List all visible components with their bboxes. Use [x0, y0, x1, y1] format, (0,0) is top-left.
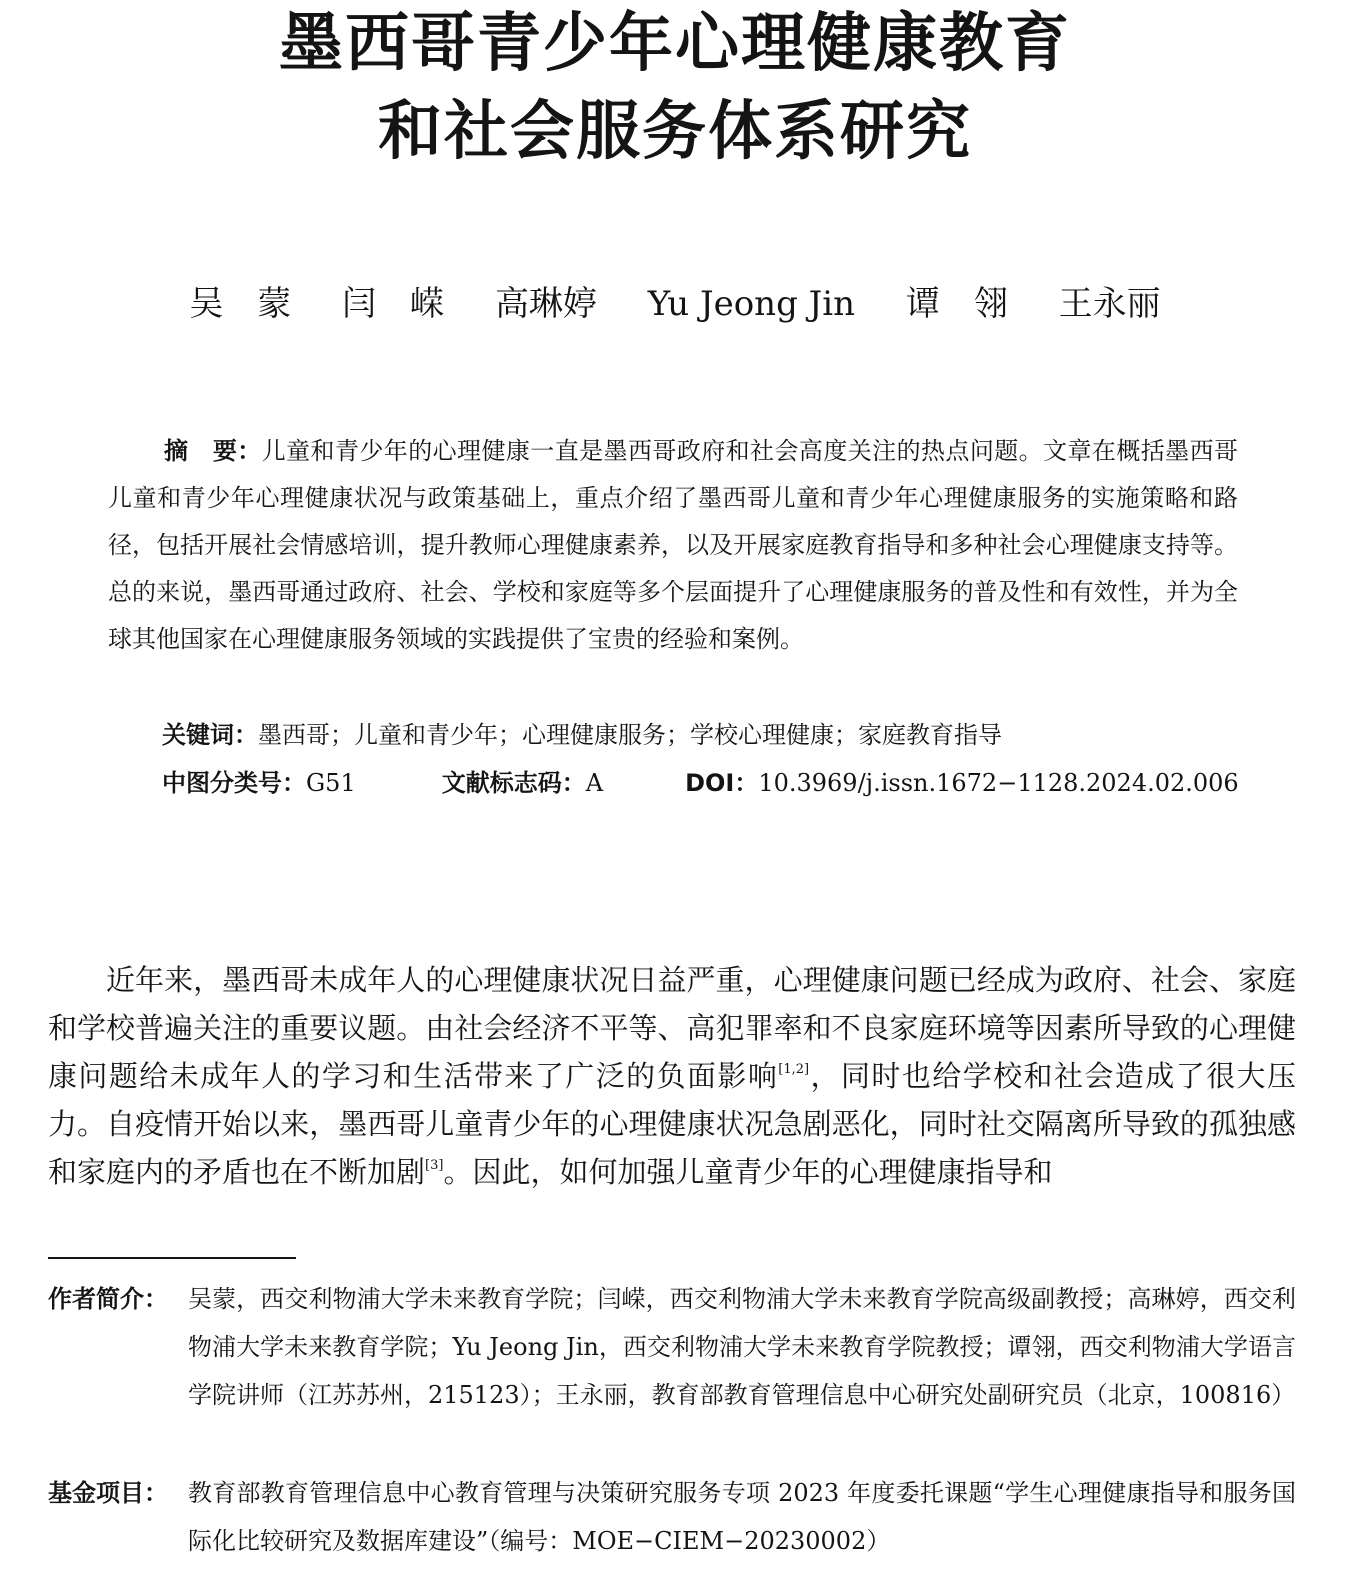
citation-ref: [1,2]	[778, 1062, 810, 1077]
clc-value: G51	[306, 769, 356, 797]
author-name: 谭 翎	[905, 284, 1008, 324]
keywords-text: 墨西哥；儿童和青少年；心理健康服务；学校心理健康；家庭教育指导	[258, 721, 1002, 749]
author-name: 吴 蒙	[189, 284, 292, 324]
clc-label: 中图分类号：	[162, 769, 306, 797]
footnote-divider	[48, 1257, 296, 1259]
document-code-label: 文献标志码：	[441, 769, 586, 797]
author-list	[0, 282, 1350, 326]
body-text-1: 近年来，墨西哥未成年人的心理健康状况日益严重，心理健康问题已经成为政府、社会、家庭和学校普遍关注的重要议题。由社会经济不平等、高犯罪率和不良家庭环境等因素所导致的心理健康问题给未成年人的学习和生活带来了广泛的负面影响	[48, 963, 1296, 1093]
classification-line	[162, 760, 1242, 807]
author-name: 闫 嵘	[342, 284, 445, 324]
paper-title-line-1: 墨西哥青少年心理健康教育	[279, 7, 1071, 81]
paper-title-line-2: 和社会服务体系研究	[378, 95, 972, 169]
abstract	[108, 428, 1238, 663]
keywords-label: 关键词：	[162, 721, 258, 749]
document-code-value: A	[585, 769, 604, 797]
abstract-text: 儿童和青少年的心理健康一直是墨西哥政府和社会高度关注的热点问题。文章在概括墨西哥儿童和青少年心理健康状况与政策基础上，重点介绍了墨西哥儿童和青少年心理健康服务的实施策略和路径，包括开展社会情感培训，提升教师心理健康素养，以及开展家庭教育指导和多种社会心理健康支持等。总的来说，墨西哥通过政府、社会、学校和家庭等多个层面提升了心理健康服务的普及性和有效性，并为全球其他国家在心理健康服务领域的实践提供了宝贵的经验和案例。	[108, 437, 1239, 653]
funding-label: 基金项目：	[48, 1479, 168, 1507]
author-name: 王永丽	[1058, 284, 1161, 324]
author-bio-footnote	[48, 1275, 1296, 1419]
author-bio-label: 作者简介：	[48, 1285, 168, 1313]
author-bio-text: 吴蒙，西交利物浦大学未来教育学院；闫嵘，西交利物浦大学未来教育学院高级副教授；高琳婷，西交利物浦大学未来教育学院；Yu Jeong Jin，西交利物浦大学未来教育学院教授；谭翎，西交利物浦大学语言学院讲师（江苏苏州，215123）；王永丽，教育部教育管理信息中心研究处副研究员（北京，100816）	[188, 1285, 1296, 1409]
doi-value: 10.3969/j.issn.1672−1128.2024.02.006	[758, 769, 1239, 797]
author-name: 高琳婷	[494, 284, 597, 324]
author-name: Yu Jeong Jin	[647, 284, 856, 324]
body-text-3: 。因此，如何加强儿童青少年的心理健康指导和	[443, 1155, 1053, 1189]
funding-text: 教育部教育管理信息中心教育管理与决策研究服务专项 2023 年度委托课题“学生心理健康指导和服务国际化比较研究及数据库建设”（编号：MOE−CIEM−20230002）	[188, 1479, 1296, 1555]
body-text-2: ，同时也给学校和社会造成了很大压力。自疫情开始以来，墨西哥儿童青少年的心理健康状况急剧恶化，同时社交隔离所导致的孤独感和家庭内的矛盾也在不断加剧	[48, 1059, 1296, 1189]
citation-ref: [3]	[425, 1158, 444, 1173]
doi-label: DOI：	[685, 769, 759, 797]
funding-footnote	[48, 1469, 1296, 1565]
abstract-label: 摘 要：	[164, 437, 262, 465]
keywords	[162, 712, 1242, 759]
body-paragraph	[48, 956, 1296, 1196]
